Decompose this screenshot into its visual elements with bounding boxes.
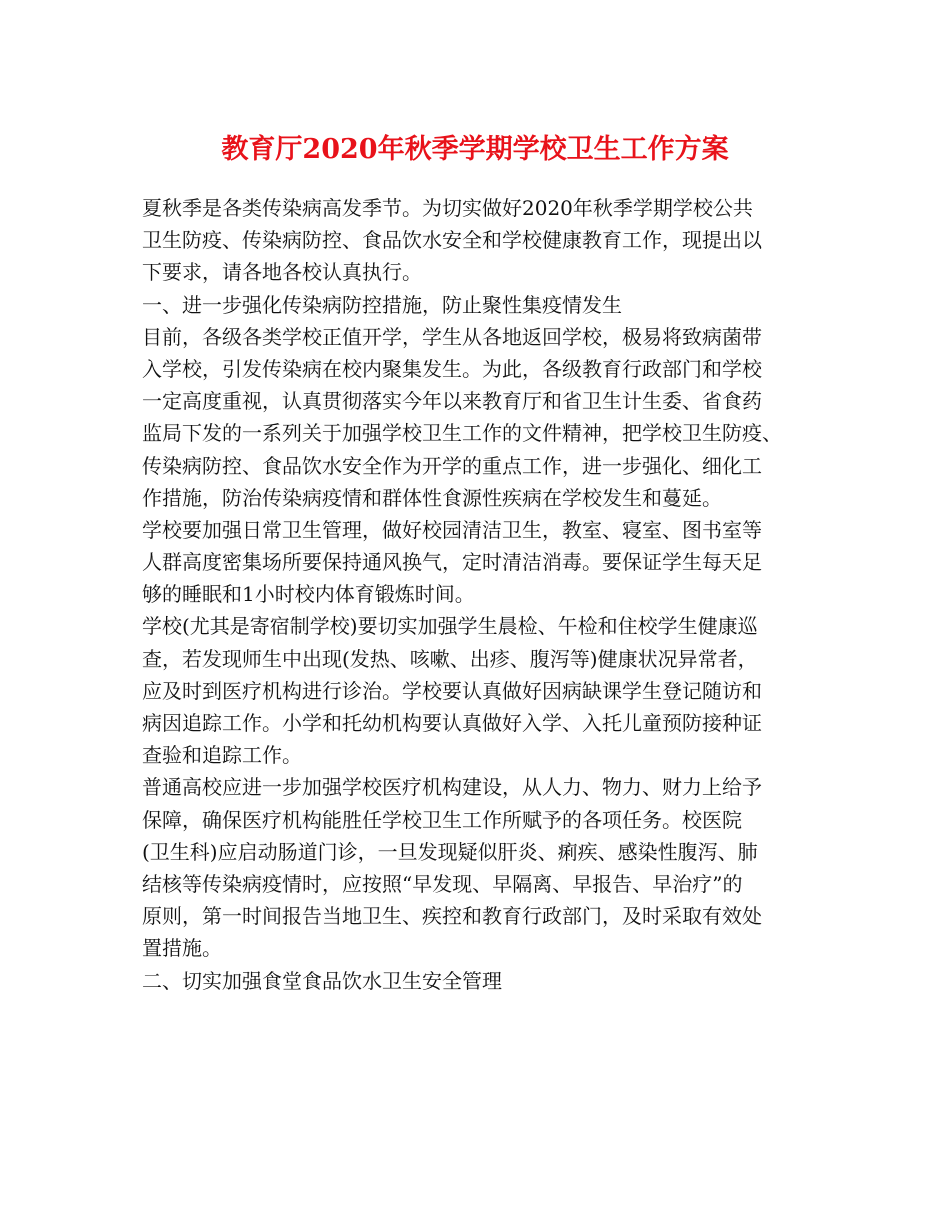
section-heading-2: 二、切实加强食堂食品饮水卫生安全管理: [142, 968, 502, 993]
body-line: 人群高度密集场所要保持通风换气，定时清洁消毒。要保证学生每天足: [142, 550, 762, 575]
body-line: 普通高校应进一步加强学校医疗机构建设，从人力、物力、财力上给予: [142, 775, 762, 800]
body-line: 目前，各级各类学校正值开学，学生从各地返回学校，极易将致病菌带: [142, 324, 762, 349]
body-line: 学校(尤其是寄宿制学校)要切实加强学生晨检、午检和住校学生健康巡: [142, 614, 758, 639]
body-line: 查，若发现师生中出现(发热、咳嗽、出疹、腹泻等)健康状况异常者，: [142, 646, 758, 671]
body-line: 夏秋季是各类传染病高发季节。为切实做好2020年秋季学期学校公共: [142, 196, 753, 220]
body-line: 病因追踪工作。小学和托幼机构要认真做好入学、入托儿童预防接种证: [142, 711, 762, 735]
section-heading-1: 一、进一步强化传染病防控措施，防止聚性集疫情发生: [142, 292, 622, 317]
body-line: 应及时到医疗机构进行诊治。学校要认真做好因病缺课学生登记随访和: [142, 678, 762, 703]
body-line: 入学校，引发传染病在校内聚集发生。为此，各级教育行政部门和学校: [142, 356, 762, 381]
body-line: 下要求，请各地各校认真执行。: [142, 260, 422, 285]
body-line: 结核等传染病疫情时，应按照“早发现、早隔离、早报告、早治疗”的: [142, 871, 743, 896]
body-line: 卫生防疫、传染病防控、食品饮水安全和学校健康教育工作，现提出以: [142, 228, 762, 253]
body-line: 够的睡眠和1小时校内体育锻炼时间。: [142, 582, 475, 607]
body-line: (卫生科)应启动肠道门诊，一旦发现疑似肝炎、痢疾、感染性腹泻、肺: [142, 839, 758, 864]
body-line: 置措施。: [142, 936, 222, 961]
body-line: 保障，确保医疗机构能胜任学校卫生工作所赋予的各项任务。校医院: [142, 807, 742, 832]
body-line: 查验和追踪工作。: [142, 743, 302, 768]
body-line: 作措施，防治传染病疫情和群体性食源性疾病在学校发生和蔓延。: [142, 485, 722, 510]
body-line: 一定高度重视，认真贯彻落实今年以来教育厅和省卫生计生委、省食药: [142, 389, 762, 414]
body-line: 监局下发的一系列关于加强学校卫生工作的文件精神，把学校卫生防疫、: [142, 421, 782, 446]
body-line: 原则，第一时间报告当地卫生、疾控和教育行政部门，及时采取有效处: [142, 904, 762, 929]
body-line: 传染病防控、食品饮水安全作为开学的重点工作，进一步强化、细化工: [142, 453, 762, 478]
document-title: 教育厅2020年秋季学期学校卫生工作方案: [221, 134, 729, 165]
document-body: [142, 192, 822, 997]
body-line: 学校要加强日常卫生管理，做好校园清洁卫生，教室、寝室、图书室等: [142, 517, 762, 542]
